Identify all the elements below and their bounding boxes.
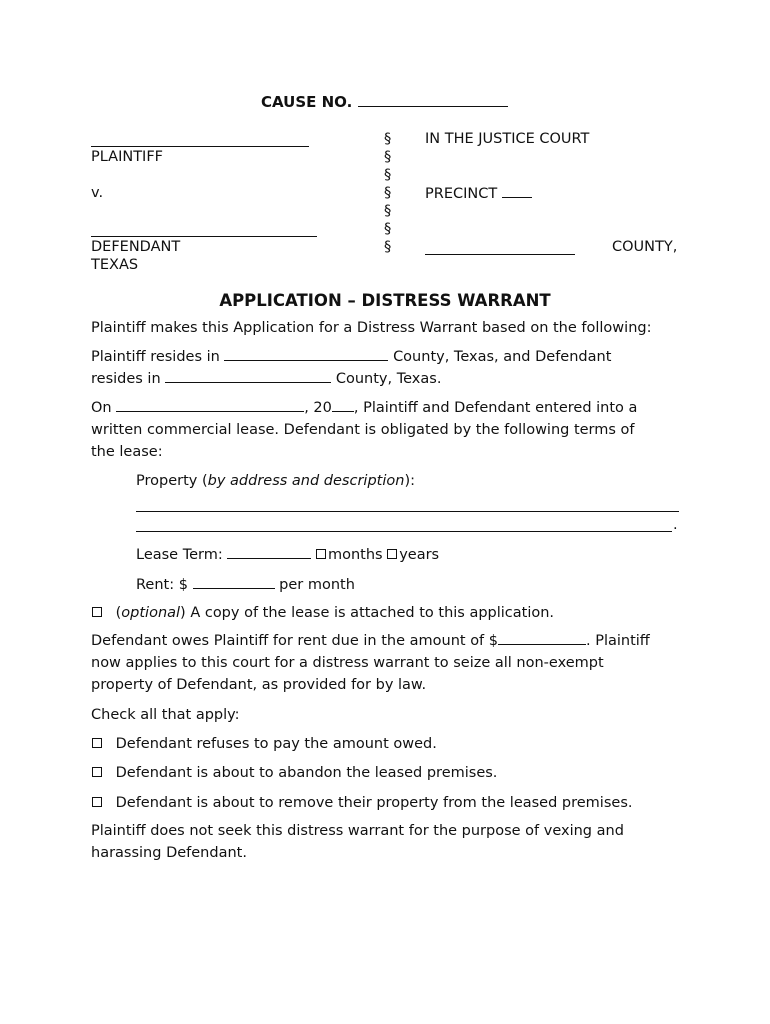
property-line-1[interactable] bbox=[136, 511, 679, 512]
lease-date-blank[interactable] bbox=[116, 398, 304, 412]
versus-label: v. bbox=[91, 185, 104, 201]
years-checkbox[interactable] bbox=[387, 549, 397, 559]
abandon-premises-checkbox[interactable] bbox=[92, 767, 102, 777]
optional-italic: optional bbox=[121, 605, 181, 621]
precinct-line bbox=[425, 184, 532, 203]
residence-text: Plaintiff resides in bbox=[91, 349, 220, 365]
residence-paragraph bbox=[91, 346, 691, 390]
closing-text: harassing Defendant. bbox=[91, 845, 247, 861]
rent-row bbox=[136, 575, 355, 594]
optional-copy-row bbox=[92, 604, 554, 622]
lease-term-blank[interactable] bbox=[227, 545, 311, 559]
lease-term-label: Lease Term: bbox=[136, 547, 223, 563]
property-label-close: ): bbox=[404, 473, 415, 489]
texas-label: TEXAS bbox=[91, 257, 139, 273]
refuses-to-pay-checkbox[interactable] bbox=[92, 738, 102, 748]
rent-label: Rent: $ bbox=[136, 577, 188, 593]
property-period: . bbox=[673, 517, 678, 533]
intro-paragraph: Plaintiff makes this Application for a Distress Warrant based on the following: bbox=[91, 320, 652, 336]
lease-term-row bbox=[136, 545, 439, 564]
precinct-label: PRECINCT bbox=[425, 186, 498, 202]
owes-text: now applies to this court for a distress warrant to seize all non-exempt bbox=[91, 655, 604, 671]
owes-text: Defendant owes Plaintiff for rent due in the amount of $ bbox=[91, 633, 498, 649]
closing-text: Plaintiff does not seek this distress warrant for the purpose of vexing and bbox=[91, 823, 624, 839]
section-symbol: § bbox=[384, 149, 392, 165]
lease-paragraph bbox=[91, 397, 691, 463]
county-label: COUNTY, bbox=[612, 239, 678, 255]
section-symbol: § bbox=[384, 203, 392, 219]
remove-property-checkbox[interactable] bbox=[92, 797, 102, 807]
section-symbol: § bbox=[384, 131, 392, 147]
option-row bbox=[92, 764, 497, 782]
closing-paragraph bbox=[91, 820, 691, 864]
lease-text: On bbox=[91, 400, 112, 416]
cause-label: CAUSE NO. bbox=[261, 93, 353, 111]
owes-text: property of Defendant, as provided for by law. bbox=[91, 677, 427, 693]
owes-text: . Plaintiff bbox=[586, 633, 650, 649]
cause-number-blank[interactable] bbox=[358, 93, 508, 107]
residence-text: County, Texas. bbox=[335, 371, 442, 387]
amount-owed-blank[interactable] bbox=[498, 631, 586, 645]
section-symbol: § bbox=[384, 221, 392, 237]
option-row bbox=[92, 735, 437, 753]
lease-year-blank[interactable] bbox=[332, 398, 354, 412]
plaintiff-name-line[interactable] bbox=[91, 146, 309, 147]
residence-text: County, Texas, and Defendant bbox=[393, 349, 612, 365]
cause-number bbox=[261, 93, 508, 111]
section-symbol: § bbox=[384, 239, 392, 255]
plaintiff-label: PLAINTIFF bbox=[91, 149, 164, 165]
defendant-name-line[interactable] bbox=[91, 236, 317, 237]
property-label bbox=[136, 472, 415, 490]
section-symbol: § bbox=[384, 167, 392, 183]
document-title: APPLICATION – DISTRESS WARRANT bbox=[219, 291, 551, 310]
property-label-italic: by address and description bbox=[207, 473, 405, 489]
precinct-blank[interactable] bbox=[502, 184, 532, 198]
option-label: Defendant is about to remove their property from the leased premises. bbox=[115, 795, 633, 811]
option-label: Defendant refuses to pay the amount owed. bbox=[115, 736, 437, 752]
optional-text: ) A copy of the lease is attached to this application. bbox=[180, 605, 555, 621]
months-label: months bbox=[327, 547, 383, 563]
owes-paragraph bbox=[91, 630, 691, 696]
residence-text: resides in bbox=[91, 371, 161, 387]
rent-per-label: per month bbox=[279, 577, 355, 593]
plaintiff-county-blank[interactable] bbox=[224, 347, 388, 361]
option-label: Defendant is about to abandon the leased premises. bbox=[115, 765, 498, 781]
years-label: years bbox=[399, 547, 440, 563]
county-name-line[interactable] bbox=[425, 254, 575, 255]
court-label: IN THE JUSTICE COURT bbox=[425, 131, 590, 147]
rent-amount-blank[interactable] bbox=[193, 575, 275, 589]
defendant-county-blank[interactable] bbox=[165, 369, 331, 383]
property-label-text: Property ( bbox=[136, 473, 208, 489]
lease-text: , Plaintiff and Defendant entered into a bbox=[353, 400, 638, 416]
property-line-2[interactable] bbox=[136, 531, 672, 532]
months-checkbox[interactable] bbox=[316, 549, 326, 559]
lease-text: , 20 bbox=[304, 400, 332, 416]
option-row bbox=[92, 794, 632, 812]
defendant-label: DEFENDANT bbox=[91, 239, 181, 255]
lease-attached-checkbox[interactable] bbox=[92, 607, 102, 617]
check-all-label: Check all that apply: bbox=[91, 707, 240, 723]
lease-text: the lease: bbox=[91, 444, 163, 460]
lease-text: written commercial lease. Defendant is obligated by the following terms of bbox=[91, 422, 635, 438]
optional-open: ( bbox=[115, 605, 122, 621]
section-symbol: § bbox=[384, 185, 392, 201]
